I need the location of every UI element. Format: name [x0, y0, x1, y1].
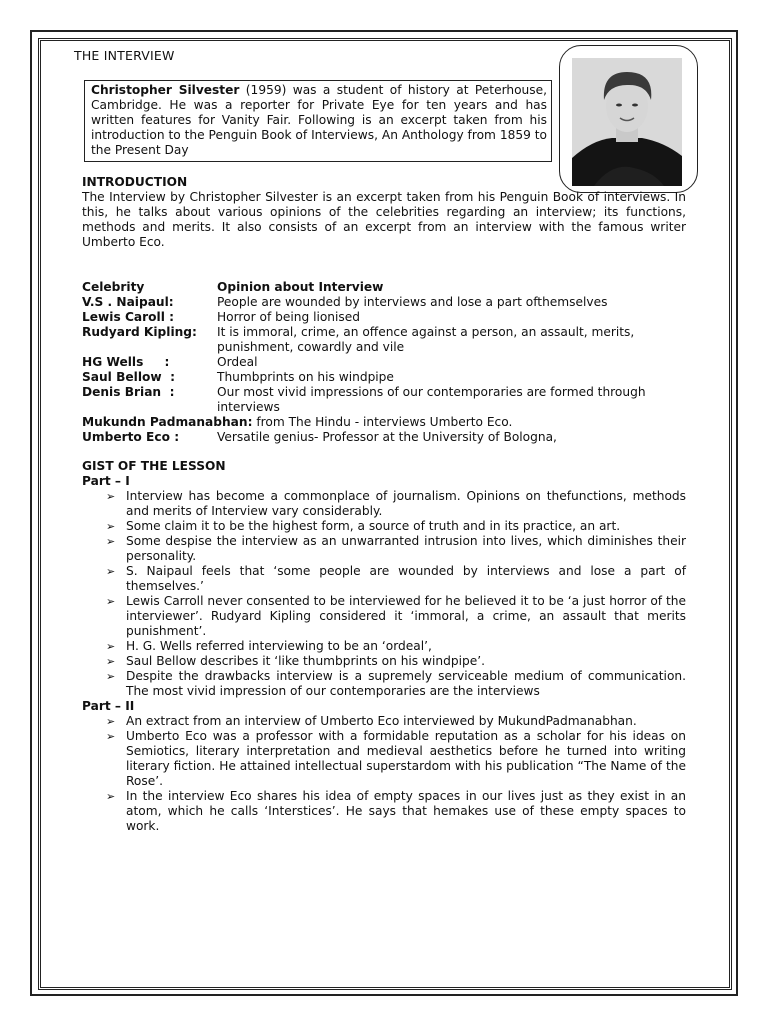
list-item-text: Some claim it to be the highest form, a source of truth and in its practice, an art.: [126, 519, 621, 533]
celebrity-opinion: Horror of being lionised: [217, 310, 361, 324]
table-row: [82, 355, 686, 370]
author-name: Christopher Silvester: [91, 83, 240, 97]
column-header-opinion: Opinion about Interview: [217, 280, 384, 294]
arrow-bullet-icon: ➢: [106, 715, 116, 728]
author-portrait-illustration: [572, 58, 682, 186]
list-item: [106, 654, 686, 669]
celebrity-opinion: It is immoral, crime, an offence against a person, an assault, merits, punishment, cowardly and vile: [217, 325, 635, 354]
arrow-bullet-icon: ➢: [106, 595, 116, 608]
arrow-bullet-icon: ➢: [106, 565, 116, 578]
list-item-text: Lewis Carroll never consented to be interviewed for he believed it to be ‘a just horror of the interviewer’. Rudyard Kipling considered it ‘immoral, a crime, an assault that merits punishment’.: [126, 594, 686, 638]
list-item: [106, 519, 686, 534]
table-row: [82, 325, 686, 355]
arrow-bullet-icon: ➢: [106, 535, 116, 548]
table-row: [82, 295, 686, 310]
introduction-heading: INTRODUCTION: [82, 175, 188, 189]
celebrity-opinion: Our most vivid impressions of our contemporaries are formed through interviews: [217, 385, 646, 414]
celebrity-name: HG Wells :: [82, 355, 170, 369]
author-photo: [572, 58, 682, 186]
celebrity-name: Rudyard Kipling:: [82, 325, 197, 339]
mukund-text: from The Hindu - interviews Umberto Eco.: [252, 415, 513, 429]
author-photo-frame: [559, 45, 698, 193]
list-item: [106, 789, 686, 834]
celebrity-opinion: Thumbprints on his windpipe: [217, 370, 394, 384]
eco-row-table: [82, 430, 686, 445]
arrow-bullet-icon: ➢: [106, 790, 116, 803]
arrow-bullet-icon: ➢: [106, 670, 116, 683]
spacer: [82, 445, 686, 459]
arrow-bullet-icon: ➢: [106, 655, 116, 668]
spacer: [82, 250, 686, 280]
arrow-bullet-icon: ➢: [106, 520, 116, 533]
arrow-bullet-icon: ➢: [106, 490, 116, 503]
part-2-title: Part – II: [82, 699, 135, 713]
celebrity-name: Denis Brian :: [82, 385, 175, 399]
celebrity-name: Saul Bellow :: [82, 370, 176, 384]
introduction-text: The Interview by Christopher Silvester is an excerpt taken from his Penguin Book of interviews. In this, he talks about various opinions of the celebrities regarding an interview; its functions, methods and merits. It also consists of an excerpt from an interview with the famous writer Umberto Eco.: [82, 190, 686, 249]
eco-text: Versatile genius- Professor at the University of Bologna,: [217, 430, 557, 444]
celebrity-name: Lewis Caroll :: [82, 310, 174, 324]
list-item: [106, 594, 686, 639]
celebrity-opinion: Ordeal: [217, 355, 258, 369]
table-row: [82, 385, 686, 415]
table-row: [82, 370, 686, 385]
mukund-line: [82, 415, 686, 430]
arrow-bullet-icon: ➢: [106, 640, 116, 653]
list-item-text: S. Naipaul feels that ‘some people are wounded by interviews and lose a part of themselves.’: [126, 564, 686, 593]
main-content: [82, 175, 686, 834]
mukund-name: Mukundn Padmanabhan:: [82, 415, 253, 429]
author-bio-text: (1959) was a student of history at Peterhouse, Cambridge. He was a reporter for Private Eye for ten years and has written features for Vanity Fair. Following is an excerpt taken from his introduction to the Penguin Book of Interviews, An Anthology from 1859 to the Present Day: [91, 83, 547, 157]
arrow-bullet-icon: ➢: [106, 730, 116, 743]
gist-heading: GIST OF THE LESSON: [82, 459, 226, 473]
part-1-title: Part – I: [82, 474, 130, 488]
list-item-text: In the interview Eco shares his idea of empty spaces in our lives just as they exist in an atom, which he calls ‘Interstices’. He says that hemakes use of these empty spaces to work.: [126, 789, 686, 833]
list-item: [106, 669, 686, 699]
list-item: [106, 564, 686, 594]
celebrity-name: V.S . Naipaul:: [82, 295, 174, 309]
table-header-row: [82, 280, 686, 295]
list-item-text: An extract from an interview of Umberto Eco interviewed by MukundPadmanabhan.: [126, 714, 637, 728]
page-title: THE INTERVIEW: [74, 48, 175, 63]
list-item-text: H. G. Wells referred interviewing to be an ‘ordeal’,: [126, 639, 432, 653]
list-item: [106, 639, 686, 654]
list-item: [106, 714, 686, 729]
list-item: [106, 489, 686, 519]
list-item-text: Saul Bellow describes it ‘like thumbprints on his windpipe’.: [126, 654, 485, 668]
list-item-text: Umberto Eco was a professor with a formidable reputation as a scholar for his ideas on Semiotics, literary interpretation and medieval aesthetics before he turned into writing literary fiction. He attained intellectual superstardom with his publication “The Name of the Rose’.: [126, 729, 686, 788]
author-bio-box: [84, 80, 552, 162]
celebrity-opinions-table: [82, 280, 686, 415]
column-header-celebrity: Celebrity: [82, 280, 145, 294]
list-item-text: Interview has become a commonplace of journalism. Opinions on thefunctions, methods and merits of Interview vary considerably.: [126, 489, 686, 518]
part-1-list: [82, 489, 686, 699]
list-item: [106, 534, 686, 564]
celebrity-opinion: People are wounded by interviews and lose a part ofthemselves: [217, 295, 608, 309]
list-item: [106, 729, 686, 789]
part-2-list: [82, 714, 686, 834]
table-row: [82, 430, 686, 445]
eco-name: Umberto Eco :: [82, 430, 180, 444]
table-row: [82, 310, 686, 325]
list-item-text: Some despise the interview as an unwarranted intrusion into lives, which diminishes their personality.: [126, 534, 686, 563]
list-item-text: Despite the drawbacks interview is a supremely serviceable medium of communication. The most vivid impression of our contemporaries are the interviews: [126, 669, 686, 698]
